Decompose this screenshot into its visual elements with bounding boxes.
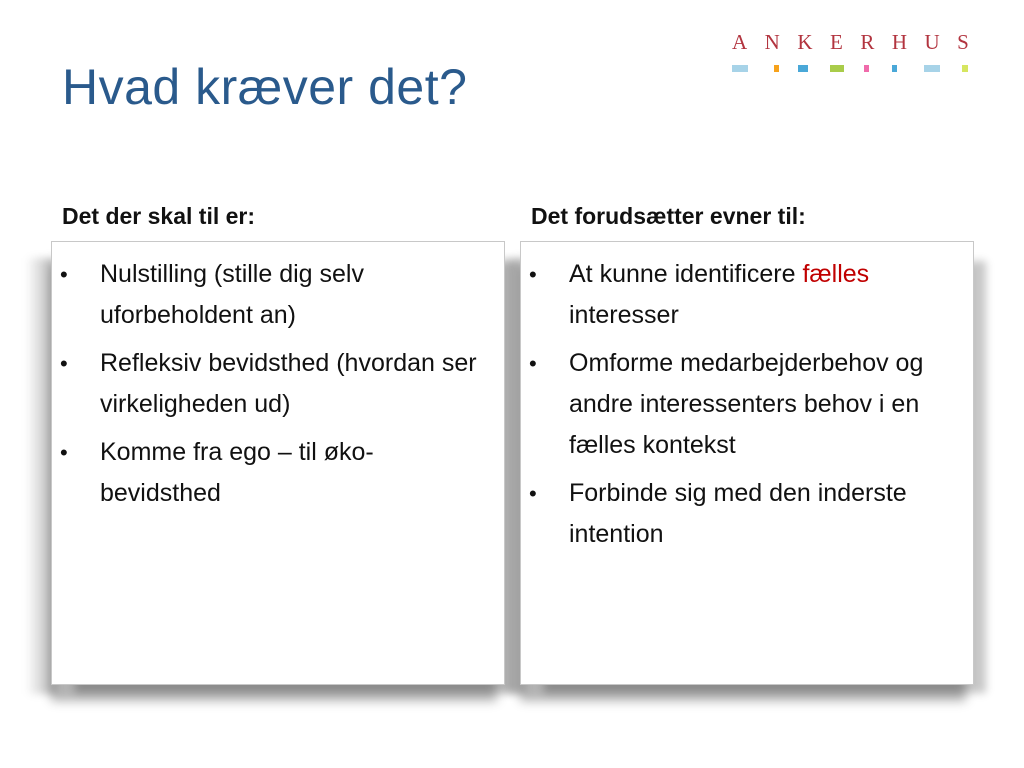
list-item-text-after: interesser <box>569 301 679 329</box>
slide-title: Hvad kræver det? <box>62 59 468 115</box>
list-item-text: Komme fra ego – til øko-bevidsthed <box>100 438 374 507</box>
list-item <box>52 432 484 514</box>
list-item-text: Refleksiv bevidsthed (hvordan ser virkeligheden ud) <box>100 349 477 418</box>
left-content-box <box>51 241 505 685</box>
logo-bar <box>962 65 968 72</box>
logo-bar <box>774 65 779 72</box>
list-item <box>52 343 484 425</box>
list-item <box>52 254 484 336</box>
highlighted-word: fælles <box>802 260 870 288</box>
logo-bar <box>924 65 940 72</box>
logo-bar <box>830 65 844 72</box>
logo-bar <box>864 65 869 72</box>
list-item-text: Forbinde sig med den inderste intention <box>569 479 907 548</box>
bullet-icon: • <box>60 440 68 465</box>
list-item <box>521 343 953 466</box>
left-column-heading: Det der skal til er: <box>62 203 256 229</box>
bullet-icon: • <box>529 262 537 287</box>
logo-text: ANKERHUS <box>732 30 987 54</box>
right-bullet-list <box>521 242 973 555</box>
left-bullet-list <box>52 242 504 514</box>
list-item-text-before: At kunne identificere <box>569 260 803 288</box>
right-column-heading: Det forudsætter evner til: <box>531 203 806 229</box>
list-item <box>521 254 953 336</box>
logo-color-bars <box>732 65 972 72</box>
right-content-box <box>520 241 974 685</box>
ankerhus-logo <box>732 30 987 76</box>
logo-bar <box>892 65 897 72</box>
list-item-text: Nulstilling (stille dig selv uforbeholdent an) <box>100 260 364 329</box>
bullet-icon: • <box>60 351 68 376</box>
logo-bar <box>798 65 808 72</box>
logo-bar <box>732 65 748 72</box>
bullet-icon: • <box>60 262 68 287</box>
list-item <box>521 473 953 555</box>
bullet-icon: • <box>529 481 537 506</box>
bullet-icon: • <box>529 351 537 376</box>
list-item-text: Omforme medarbejderbehov og andre interessenters behov i en fælles kontekst <box>569 349 924 459</box>
